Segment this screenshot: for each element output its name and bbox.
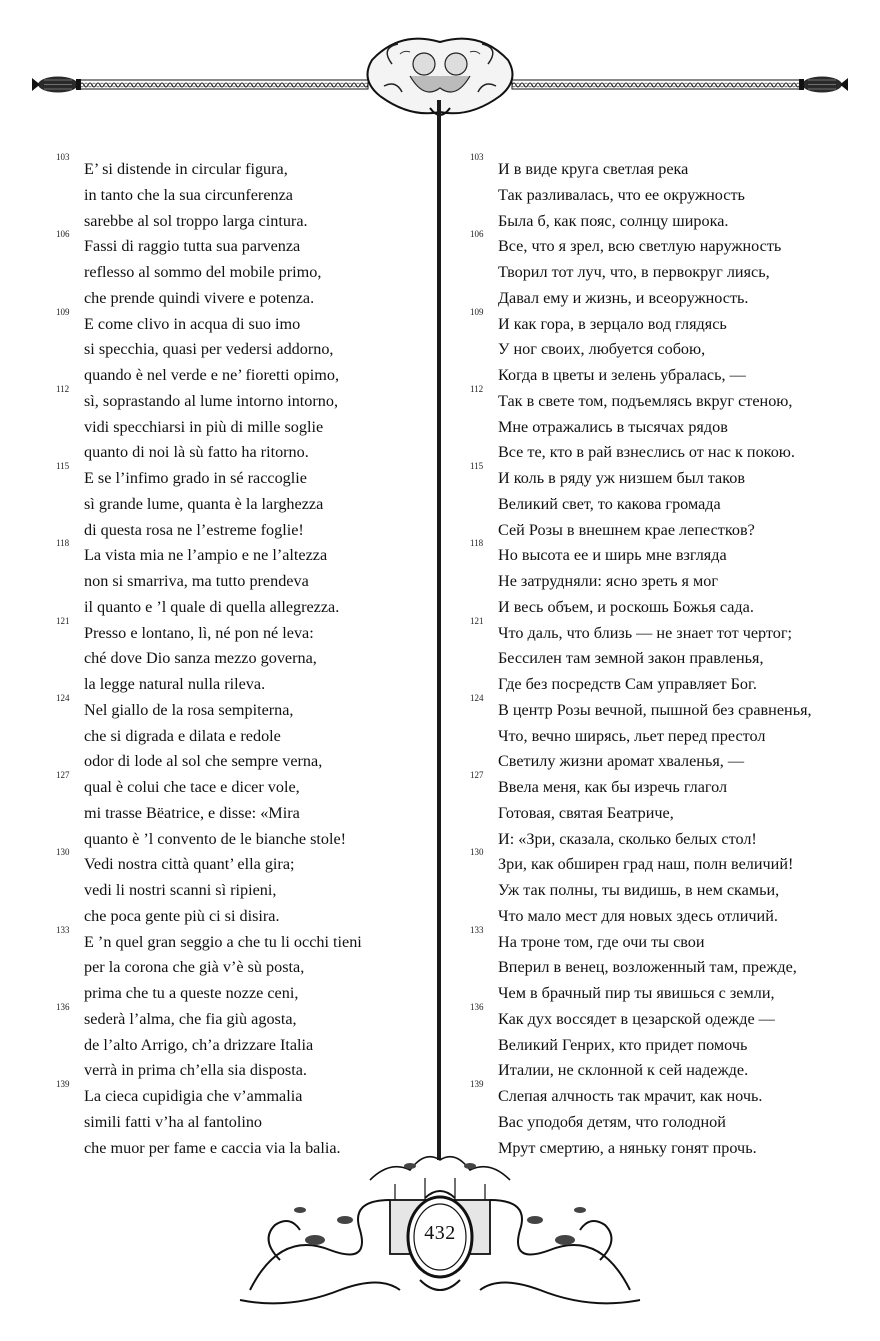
russian-verse-line	[470, 770, 862, 801]
italian-verse-line	[56, 847, 428, 878]
russian-verse-line	[470, 847, 862, 878]
russian-verse-text: Давал ему и жизнь, и всеоружность.	[498, 288, 749, 307]
russian-verse-text: Все те, кто в рай взнеслись от нас к покою.	[498, 443, 795, 462]
italian-line-number: 118	[56, 538, 70, 549]
russian-line-number: 112	[470, 383, 484, 394]
italian-verse-text: la legge natural nulla rileva.	[84, 675, 266, 693]
italian-tercet	[56, 538, 428, 620]
russian-verse-line	[470, 904, 862, 930]
italian-line-number: 133	[56, 924, 70, 935]
italian-verse-line	[56, 383, 428, 415]
russian-tercet	[470, 461, 862, 543]
russian-tercet	[470, 229, 862, 311]
italian-tercet	[56, 306, 428, 389]
italian-verse-line	[56, 1079, 428, 1110]
italian-line-number: 115	[56, 461, 70, 471]
italian-verse-line	[56, 492, 428, 518]
italian-verse-line	[56, 981, 428, 1007]
italian-verse-line	[56, 770, 428, 801]
russian-verse-text: Была б, как пояс, солнцу широка.	[498, 211, 729, 230]
italian-verse-line	[56, 1033, 428, 1059]
right-finial-icon	[799, 77, 848, 93]
russian-verse-line	[470, 569, 862, 595]
italian-verse-line	[56, 363, 428, 389]
italian-verse-text: che si digrada e dilata e redole	[84, 726, 281, 745]
russian-verse-line	[470, 183, 862, 209]
italian-tercet	[56, 229, 428, 311]
russian-line-number: 130	[470, 847, 484, 858]
russian-verse-line	[470, 672, 862, 698]
italian-verse-text: mi trasse Bëatrice, e disse: «Mira	[84, 803, 300, 822]
russian-tercet	[470, 615, 862, 698]
russian-tercet	[470, 152, 862, 234]
italian-verse-line	[56, 1058, 428, 1084]
russian-verse-text: Зри, как обширен град наш, полн величий!	[498, 855, 794, 874]
russian-verse-line	[470, 981, 862, 1007]
italian-verse-text: sì, soprastando al lume intorno intorno,	[84, 391, 339, 410]
russian-verse-text: Мне отражались в тысячах рядов	[498, 417, 728, 436]
italian-tercet	[56, 152, 428, 234]
italian-verse-line	[56, 1110, 428, 1136]
russian-verse-text: Не затрудняли: ясно зреть я мог	[498, 572, 719, 590]
italian-line-number: 121	[56, 615, 70, 626]
russian-verse-text: И в виде круга светлая река	[498, 160, 689, 178]
italian-verse-text: vedi li nostri scanni sì ripieni,	[84, 881, 277, 899]
russian-verse-line	[470, 692, 862, 724]
italian-verse-text: prima che tu a queste nozze ceni,	[84, 984, 299, 1002]
italian-verse-text: de l’alto Arrigo, ch’a drizzare Italia	[84, 1035, 314, 1054]
russian-verse-text: Как дух воссядет в цезарской одежде —	[498, 1009, 775, 1028]
russian-verse-line	[470, 383, 862, 415]
russian-verse-text: И: «Зри, сказала, сколько белых стол!	[498, 829, 757, 848]
russian-verse-line	[470, 492, 862, 518]
italian-verse-text: quanto è ’l convento de le bianche stole!	[84, 829, 347, 848]
italian-verse-line	[56, 229, 428, 260]
russian-text-column	[470, 152, 862, 1161]
russian-verse-text: И коль в ряду уж низшем был таков	[498, 469, 746, 487]
italian-verse-text: verrà in prima ch’ella sia disposta.	[84, 1061, 307, 1080]
italian-tercet	[56, 383, 428, 466]
russian-verse-line	[470, 878, 862, 904]
left-finial-icon	[32, 77, 81, 93]
italian-verse-line	[56, 878, 428, 904]
italian-verse-text: La vista mia ne l’ampio e ne l’altezza	[84, 546, 328, 565]
italian-line-number: 136	[56, 1001, 70, 1012]
italian-verse-line	[56, 646, 428, 672]
italian-line-number: 124	[56, 692, 70, 703]
russian-tercet	[470, 692, 862, 775]
russian-verse-text: Когда в цветы и зелень убралась, —	[498, 366, 746, 384]
russian-verse-text: Творил тот луч, что, в первокруг лиясь,	[498, 263, 770, 281]
italian-verse-text: E’ si distende in circular figura,	[84, 160, 288, 178]
center-divider	[437, 100, 441, 1160]
russian-verse-text: Готовая, святая Беатриче,	[498, 803, 674, 822]
russian-verse-line	[470, 646, 862, 672]
russian-line-number: 106	[470, 229, 484, 240]
italian-line-number: 130	[56, 847, 70, 858]
italian-tercet	[56, 615, 428, 698]
page-number: 432	[424, 1222, 456, 1244]
russian-line-number: 136	[470, 1001, 484, 1012]
russian-verse-text: У ног своих, любуется собою,	[498, 340, 706, 359]
italian-verse-text: sì grande lume, quanta è la larghezza	[84, 494, 324, 513]
russian-verse-line	[470, 801, 862, 827]
russian-verse-text: Так в свете том, подъемлясь вкруг стеною,	[498, 391, 793, 410]
italian-verse-text: quando è nel verde e ne’ fioretti opimo,	[84, 366, 340, 384]
italian-tercet	[56, 1001, 428, 1084]
russian-verse-line	[470, 955, 862, 981]
italian-verse-line	[56, 955, 428, 981]
italian-verse-text: qual è colui che tace e dicer vole,	[84, 778, 300, 796]
italian-verse-line	[56, 1001, 428, 1033]
russian-verse-text: В центр Розы вечной, пышной без сравненья,	[498, 700, 812, 719]
russian-verse-line	[470, 1079, 862, 1110]
russian-verse-text: На троне том, где очи ты свои	[498, 932, 705, 951]
italian-verse-text: si specchia, quasi per vedersi addorno,	[84, 340, 334, 359]
italian-verse-line	[56, 672, 428, 698]
italian-text-column	[56, 152, 428, 1161]
italian-verse-text: non si smarriva, ma tutto prendeva	[84, 572, 309, 590]
russian-verse-text: Вперил в венец, возложенный там, прежде,	[498, 958, 797, 977]
italian-verse-line	[56, 440, 428, 466]
russian-line-number: 115	[470, 461, 484, 471]
italian-verse-text: Vedi nostra città quant’ ella gira;	[84, 855, 295, 874]
russian-verse-text: Великий Генрих, кто придет помочь	[498, 1035, 748, 1054]
italian-verse-line	[56, 260, 428, 286]
russian-verse-line	[470, 461, 862, 492]
italian-verse-line	[56, 801, 428, 827]
russian-verse-line	[470, 286, 862, 312]
russian-line-number: 139	[470, 1079, 484, 1089]
russian-verse-text: Так разливалась, что ее окружность	[498, 185, 745, 204]
russian-verse-text: Сей Розы в внешнем крае лепестков?	[498, 520, 755, 539]
russian-line-number: 124	[470, 692, 484, 703]
russian-tercet	[470, 1001, 862, 1084]
russian-verse-line	[470, 827, 862, 853]
russian-verse-line	[470, 615, 862, 647]
italian-verse-text: per la corona che già v’è sù posta,	[84, 958, 305, 977]
russian-verse-text: Где без посредств Сам управляет Бог.	[498, 675, 757, 693]
italian-verse-line	[56, 569, 428, 595]
russian-verse-line	[470, 518, 862, 544]
russian-tercet	[470, 847, 862, 929]
russian-verse-text: Что, вечно ширясь, льет перед престол	[498, 726, 766, 745]
italian-verse-line	[56, 286, 428, 312]
russian-verse-text: Все, что я зрел, всю светлую наружность	[498, 237, 782, 256]
italian-verse-text: E se l’infimo grado in sé raccoglie	[84, 469, 307, 487]
italian-line-number: 112	[56, 383, 70, 394]
italian-line-number: 106	[56, 229, 70, 240]
italian-verse-text: La cieca cupidigia che v’ammalia	[84, 1087, 303, 1105]
italian-tercet	[56, 847, 428, 929]
russian-verse-text: Светилу жизни аромат хваленья, —	[498, 752, 745, 771]
russian-verse-text: Ввела меня, как бы изречь глагол	[498, 778, 728, 796]
italian-verse-line	[56, 724, 428, 750]
russian-tercet	[470, 538, 862, 620]
russian-verse-line	[470, 724, 862, 750]
russian-verse-line	[470, 306, 862, 338]
italian-verse-line	[56, 152, 428, 183]
italian-verse-line	[56, 518, 428, 544]
russian-line-number: 121	[470, 615, 484, 626]
italian-verse-text: che prende quindi vivere e potenza.	[84, 288, 315, 307]
italian-verse-line	[56, 209, 428, 235]
russian-verse-text: Великий свет, то какова громада	[498, 494, 721, 513]
russian-verse-text: Чем в брачный пир ты явишься с земли,	[498, 984, 775, 1002]
russian-verse-line	[470, 1033, 862, 1059]
russian-line-number: 103	[470, 152, 484, 162]
russian-tercet	[470, 770, 862, 852]
russian-tercet	[470, 306, 862, 389]
italian-verse-text: di questa rosa ne l’estreme foglie!	[84, 520, 304, 539]
italian-line-number: 109	[56, 306, 70, 317]
italian-verse-text: sederà l’alma, che fia giù agosta,	[84, 1009, 297, 1028]
italian-verse-line	[56, 827, 428, 853]
russian-verse-line	[470, 440, 862, 466]
italian-tercet	[56, 770, 428, 852]
italian-verse-line	[56, 904, 428, 930]
italian-verse-text: Fassi di raggio tutta sua parvenza	[84, 237, 301, 256]
russian-verse-line	[470, 229, 862, 260]
italian-verse-text: in tanto che la sua circunferenza	[84, 185, 293, 204]
russian-verse-line	[470, 337, 862, 363]
russian-line-number: 109	[470, 306, 484, 317]
russian-verse-text: Бессилен там земной закон правленья,	[498, 649, 764, 668]
italian-verse-line	[56, 538, 428, 569]
russian-line-number: 127	[470, 770, 484, 780]
russian-verse-line	[470, 209, 862, 235]
russian-verse-text: Уж так полны, ты видишь, в нем скамьи,	[498, 881, 780, 899]
italian-verse-text: sarebbe al sol troppo larga cintura.	[84, 211, 308, 230]
russian-verse-text: Что даль, что близь — не знает тот чертог;	[498, 623, 793, 642]
russian-verse-line	[470, 415, 862, 441]
russian-verse-text: И весь объем, и роскошь Божья сада.	[498, 597, 754, 616]
russian-verse-line	[470, 1110, 862, 1136]
russian-verse-line	[470, 924, 862, 956]
italian-verse-line	[56, 595, 428, 621]
italian-tercet	[56, 924, 428, 1007]
italian-verse-line	[56, 461, 428, 492]
italian-verse-line	[56, 749, 428, 775]
russian-verse-text: Италии, не склонной к сей надежде.	[498, 1061, 749, 1080]
italian-verse-line	[56, 615, 428, 647]
italian-verse-text: E come clivo in acqua di suo imo	[84, 314, 301, 333]
russian-verse-line	[470, 363, 862, 389]
italian-verse-text: reflesso al sommo del mobile primo,	[84, 263, 322, 281]
italian-verse-text: quanto di noi là sù fatto ha ritorno.	[84, 443, 309, 462]
russian-verse-text: Вас уподобя детям, что голодной	[498, 1112, 726, 1131]
italian-line-number: 139	[56, 1079, 70, 1089]
russian-line-number: 118	[470, 538, 484, 549]
russian-verse-text: Мрут смертию, а няньку гонят прочь.	[498, 1138, 757, 1157]
russian-verse-line	[470, 749, 862, 775]
russian-verse-text: Слепая алчность так мрачит, как ночь.	[498, 1087, 763, 1105]
italian-verse-line	[56, 692, 428, 724]
russian-tercet	[470, 924, 862, 1007]
russian-verse-text: Что мало мест для новых здесь отличий.	[498, 906, 778, 925]
russian-verse-line	[470, 595, 862, 621]
italian-verse-text: E ’n quel gran seggio a che tu li occhi tieni	[84, 932, 362, 951]
italian-verse-text: che muor per fame e caccia via la balia.	[84, 1138, 341, 1157]
italian-verse-line	[56, 337, 428, 363]
russian-verse-line	[470, 152, 862, 183]
russian-verse-line	[470, 260, 862, 286]
italian-verse-line	[56, 415, 428, 441]
russian-verse-line	[470, 1001, 862, 1033]
italian-verse-text: ché dove Dio sanza mezzo governa,	[84, 649, 317, 668]
italian-verse-text: odor di lode al sol che sempre verna,	[84, 752, 323, 771]
russian-line-number: 133	[470, 924, 484, 935]
italian-verse-text: Presso e lontano, lì, né pon né leva:	[84, 623, 314, 642]
italian-tercet	[56, 461, 428, 543]
italian-verse-line	[56, 306, 428, 338]
italian-verse-text: il quanto e ’l quale di quella allegrezza.	[84, 597, 340, 616]
italian-line-number: 127	[56, 770, 70, 780]
russian-verse-line	[470, 538, 862, 569]
italian-verse-text: vidi specchiarsi in più di mille soglie	[84, 417, 324, 436]
italian-line-number: 103	[56, 152, 70, 162]
russian-verse-line	[470, 1058, 862, 1084]
russian-verse-text: Но высота ее и ширь мне взгляда	[498, 546, 727, 565]
italian-verse-text: simili fatti v’ha al fantolino	[84, 1112, 263, 1131]
italian-tercet	[56, 692, 428, 775]
russian-tercet	[470, 383, 862, 466]
italian-verse-line	[56, 183, 428, 209]
italian-verse-line	[56, 924, 428, 956]
italian-verse-text: Nel giallo de la rosa sempiterna,	[84, 700, 294, 719]
italian-verse-text: che poca gente più ci si disira.	[84, 906, 280, 925]
russian-verse-text: И как гора, в зерцало вод глядясь	[498, 314, 727, 333]
